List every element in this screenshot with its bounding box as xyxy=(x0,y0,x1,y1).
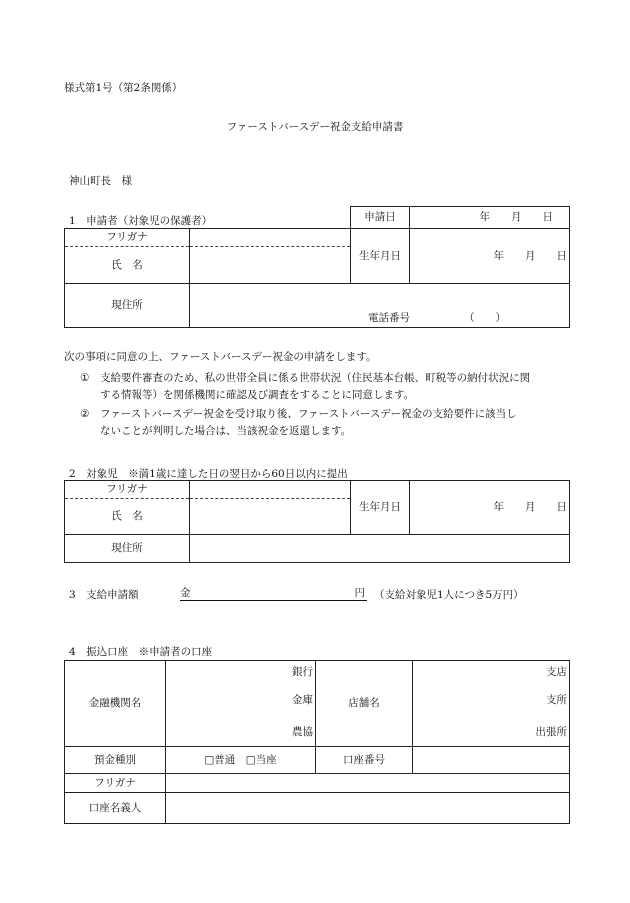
consent-item-1-line2: する情報等）を関係機関に確認及び調査をすることに同意します。 xyxy=(100,389,415,401)
consent-intro: 次の事項に同意の上、ファーストバースデー祝金の申請をします。 xyxy=(64,351,377,363)
branch-type-sub-office: 出張所 xyxy=(413,718,570,747)
phone-label: 電話番号 xyxy=(368,312,410,324)
institution-type-shinkin: 金庫 xyxy=(166,683,316,718)
section3-heading: 3 支給申請額 xyxy=(69,589,139,601)
form-title: ファーストバースデー祝金支給申請書 xyxy=(226,121,404,133)
applicant-furigana-label: フリガナ xyxy=(65,229,190,247)
child-table xyxy=(64,480,570,563)
deposit-type-options[interactable]: □普通 □当座 xyxy=(166,747,316,774)
form-number: 様式第1号（第2条関係） xyxy=(64,82,183,94)
child-furigana-label: フリガナ xyxy=(65,481,190,499)
child-birthdate-label: 生年月日 xyxy=(351,481,410,535)
section4-heading: 4 振込口座 ※申請者の口座 xyxy=(69,646,213,658)
section1-heading: 1 申請者（対象児の保護者） xyxy=(69,215,213,227)
holder-furigana-field[interactable] xyxy=(166,774,570,793)
child-furigana-field[interactable] xyxy=(190,481,351,499)
child-name-label: 氏 名 xyxy=(65,499,190,535)
institution-type-nokyo: 農協 xyxy=(166,718,316,747)
applicant-furigana-field[interactable] xyxy=(190,229,351,247)
account-number-label: 口座番号 xyxy=(316,747,413,774)
applicant-name-label: 氏 名 xyxy=(65,247,190,284)
account-holder-field[interactable] xyxy=(166,793,570,824)
consent-item-2-line1: ファーストバースデー祝金を受け取り後、ファーストバースデー祝金の支給要件に該当し xyxy=(100,408,517,420)
consent-item-1 xyxy=(64,370,574,404)
child-name-field[interactable] xyxy=(190,499,351,535)
application-date-box xyxy=(350,206,570,229)
branch-type-branch: 支店 xyxy=(413,661,570,683)
applicant-birthdate-label: 生年月日 xyxy=(351,229,410,284)
consent-item-2 xyxy=(64,406,574,440)
institution-label: 金融機関名 xyxy=(65,661,166,747)
phone-field[interactable]: （ ） xyxy=(464,312,506,324)
applicant-table xyxy=(64,228,570,328)
institution-type-bank: 銀行 xyxy=(166,661,316,683)
applicant-birthdate-field[interactable]: 年 月 日 xyxy=(410,229,570,284)
holder-furigana-label: フリガナ xyxy=(65,774,166,793)
applicant-address-label: 現住所 xyxy=(65,284,190,328)
child-address-label: 現住所 xyxy=(65,535,190,563)
consent-mark-2: ② xyxy=(80,408,90,420)
account-holder-label: 口座名義人 xyxy=(65,793,166,824)
deposit-type-label: 預金種別 xyxy=(65,747,166,774)
amount-line xyxy=(180,585,367,601)
child-birthdate-field[interactable]: 年 月 日 xyxy=(410,481,570,535)
amount-note: （支給対象児1人につき5万円） xyxy=(374,589,524,601)
applicant-address-field[interactable] xyxy=(190,284,570,328)
section2-heading: 2 対象児 ※満1歳に達した日の翌日から60日以内に提出 xyxy=(69,468,348,480)
applicant-name-field[interactable] xyxy=(190,247,351,284)
addressee: 神山町長 様 xyxy=(69,175,132,187)
account-number-field[interactable] xyxy=(413,747,570,774)
amount-field[interactable] xyxy=(180,585,367,601)
consent-item-1-line1: 支給要件審査のため、私の世帯全員に係る世帯状況（住民基本台帳、町税等の納付状況に関 xyxy=(100,372,531,384)
amount-suffix: 円 xyxy=(354,587,365,599)
amount-prefix: 金 xyxy=(180,587,191,599)
branch-label: 店舗名 xyxy=(316,661,413,747)
consent-item-2-line2: ないことが判明した場合は、当該祝金を返還します。 xyxy=(100,425,352,437)
bank-account-table xyxy=(64,660,570,824)
branch-type-office: 支所 xyxy=(413,683,570,718)
consent-mark-1: ① xyxy=(80,372,90,384)
application-date-field[interactable]: 年 月 日 xyxy=(410,207,570,229)
child-address-field[interactable] xyxy=(190,535,570,563)
application-date-label: 申請日 xyxy=(351,207,410,229)
